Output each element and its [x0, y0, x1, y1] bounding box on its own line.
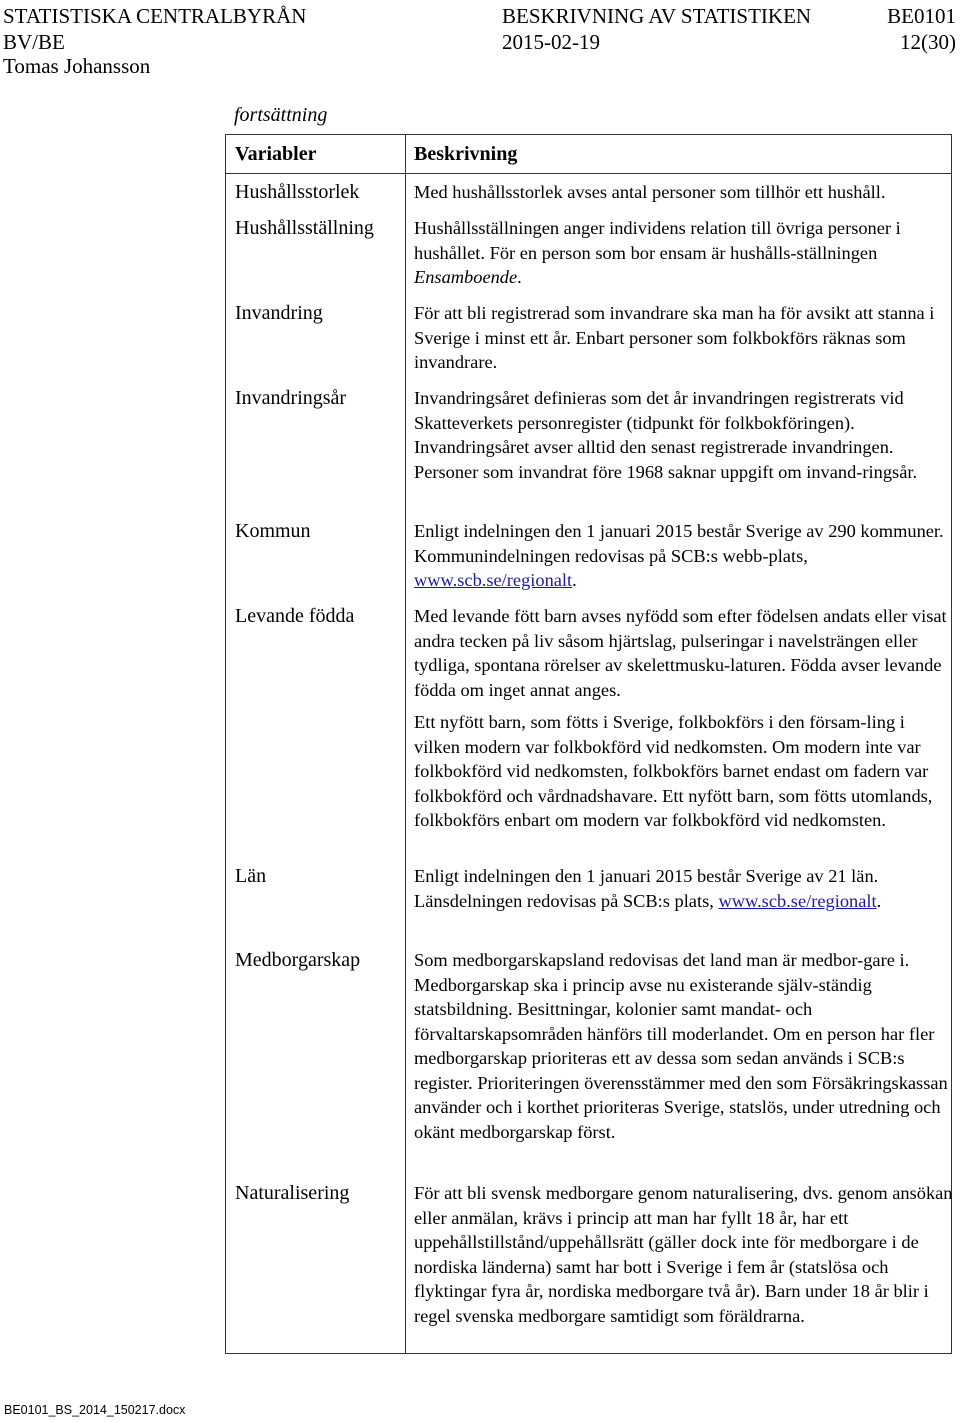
variable-description: Invandringsåret definieras som det år invandringen registrerats vid Skatteverkets personregister (tidpunkt för folkbokföringen). Invandringsåret avser alltid den senast registrerade invandringen. Personer som invandrat före 1968 saknar uppgift om invand-ringsår. — [414, 388, 918, 482]
variable-name: Län — [235, 865, 267, 887]
variable-description: För att bli registrerad som invandrare ska man ha för avsikt att stanna i Sverige i minst ett år. Enbart personer som folkbokförs räknas som invandrare. — [414, 303, 935, 372]
variable-name: Invandring — [235, 302, 323, 324]
column-divider — [405, 135, 406, 1353]
doc-type: BESKRIVNING AV STATISTIKEN — [502, 4, 812, 28]
column-header-description: Beskrivning — [414, 143, 518, 165]
variable-name: Levande födda — [235, 605, 355, 627]
regional-link[interactable]: www.scb.se/regionalt — [414, 570, 573, 590]
department: BV/BE — [3, 30, 65, 54]
variable-description: Enligt indelningen den 1 januari 2015 består Sverige av 290 kommuner. Kommunindelningen redovisas på SCB:s webb-plats, www.scb.se/regionalt. — [414, 521, 944, 590]
doc-date: 2015-02-19 — [502, 30, 600, 54]
variable-description: För att bli svensk medborgare genom naturalisering, dvs. genom ansökan eller anmälan, krävs i princip att man har fyllt 18 år, har ett uppehållstillstånd/uppehållsrätt (gäller dock inte för medborgare i de nordiska länderna) samt har bott i Sverige i fem år (statslösa och flyktingar fyra år, nordiska medborgare två år). Barn under 18 år blir i regel svenska medborgare samtidigt som föräldrarna. — [414, 1183, 953, 1326]
page-number: 12(30) — [900, 30, 956, 54]
file-name-footer: BE0101_BS_2014_150217.docx — [4, 1403, 186, 1417]
variable-description: Med levande fött barn avses nyfödd som efter födelsen andats eller visat andra tecken på liv såsom hjärtslag, pulseringar i navelsträngen eller tydliga, spontana rörelser av skelettmusku-laturen. Födda avser levande födda om inget annat anges. Ett nyfött barn, som fötts i Sverige, folkbokförs i den försam-ling i vilken modern var folkbokförd vid nedkomsten. Om modern inte var folkbokförd vid nedkomsten, folkbokförs barnet endast om fadern var folkbokförd och vårdnadshavare. Ett nyfött barn, som fötts utomlands, folkbokförs enbart om modern var folkbokförd vid nedkomsten. — [414, 606, 947, 830]
variable-name: Naturalisering — [235, 1182, 350, 1204]
variable-name: Medborgarskap — [235, 949, 361, 971]
variable-description: Med hushållsstorlek avses antal personer som tillhör ett hushåll. — [414, 182, 886, 202]
column-header-variable: Variabler — [235, 143, 317, 165]
variable-name: Hushållsställning — [235, 217, 374, 239]
variable-description: Som medborgarskapsland redovisas det land man är medbor-gare i. Medborgarskap ska i princip avse nu existerande själv-ständig statsbildning. Besittningar, kolonier samt mandat- och förvaltarskapsområden hänförs till moderlandet. Om en person har fler medborgarskap prioriteras ett av dessa som sedan används i SCB:s register. Prioriteringen överensstämmer med den som Försäkringskassan använder och i korthet prioriteras Sverige, statslös, under utredning och okänt medborgarskap först. — [414, 950, 948, 1142]
header-divider — [226, 173, 951, 174]
variable-name: Hushållsstorlek — [235, 181, 360, 203]
regional-link[interactable]: www.scb.se/regionalt — [718, 890, 877, 911]
org-name: STATISTISKA CENTRALBYRÅN — [3, 4, 307, 28]
variable-description: Enligt indelningen den 1 januari 2015 består Sverige av 21 län. Länsdelningen redovisas på SCB:s plats, www.scb.se/regionalt. — [414, 866, 882, 911]
variables-table — [225, 134, 952, 1354]
variable-name: Kommun — [235, 520, 311, 542]
doc-code: BE0101 — [887, 4, 956, 28]
author: Tomas Johansson — [3, 54, 151, 78]
continuation-label: fortsättning — [234, 104, 328, 126]
variable-description: Hushållsställningen anger individens relation till övriga personer i hushållet. För en person som bor ensam är hushålls-ställningen Ensamboende. — [414, 218, 901, 287]
variable-name: Invandringsår — [235, 387, 347, 409]
